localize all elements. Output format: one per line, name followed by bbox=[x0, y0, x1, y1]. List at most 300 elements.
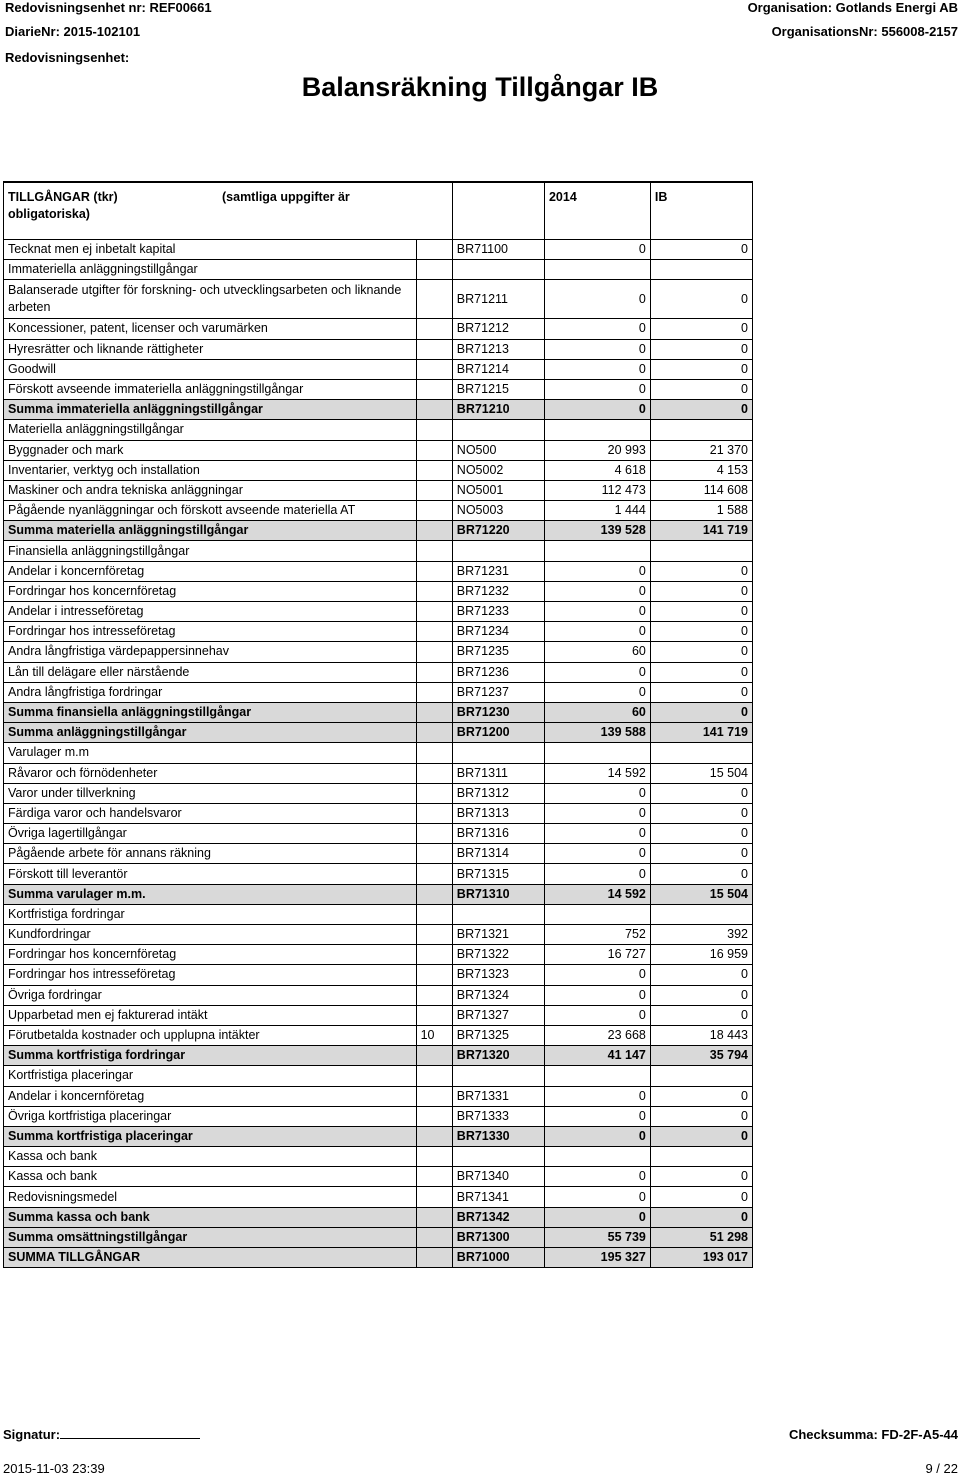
row-value-ib bbox=[650, 420, 752, 440]
table-row bbox=[4, 783, 753, 803]
row-value-ib: 0 bbox=[650, 280, 752, 319]
page-title bbox=[0, 72, 960, 103]
row-value-ib: 0 bbox=[650, 965, 752, 985]
table-row bbox=[4, 1167, 753, 1187]
row-label: SUMMA TILLGÅNGAR bbox=[4, 1248, 417, 1268]
row-value-ib: 0 bbox=[650, 803, 752, 823]
row-value-2014: 16 727 bbox=[544, 945, 650, 965]
row-value-2014: 0 bbox=[544, 581, 650, 601]
row-value-ib: 0 bbox=[650, 1005, 752, 1025]
row-label: Kassa och bank bbox=[4, 1167, 417, 1187]
row-code: BR71322 bbox=[452, 945, 544, 965]
row-label: Summa kortfristiga placeringar bbox=[4, 1126, 417, 1146]
row-value-2014 bbox=[544, 743, 650, 763]
row-value-ib: 0 bbox=[650, 682, 752, 702]
row-code: BR71315 bbox=[452, 864, 544, 884]
row-note bbox=[416, 985, 452, 1005]
checksum: Checksumma: FD-2F-A5-44 bbox=[788, 1427, 958, 1442]
table-row bbox=[4, 480, 753, 500]
row-label: Förskott till leverantör bbox=[4, 864, 417, 884]
row-label: Summa immateriella anläggningstillgångar bbox=[4, 400, 417, 420]
row-code: BR71237 bbox=[452, 682, 544, 702]
row-value-ib bbox=[650, 743, 752, 763]
row-note bbox=[416, 1147, 452, 1167]
row-code: BR71300 bbox=[452, 1227, 544, 1247]
row-label: Goodwill bbox=[4, 359, 417, 379]
row-value-2014: 139 528 bbox=[544, 521, 650, 541]
row-note bbox=[416, 763, 452, 783]
organisation-number: OrganisationsNr: 556008-2157 bbox=[771, 24, 958, 39]
row-note bbox=[416, 904, 452, 924]
row-label: Andelar i koncernföretag bbox=[4, 1086, 417, 1106]
row-note bbox=[416, 642, 452, 662]
row-note bbox=[416, 501, 452, 521]
balance-sheet-table bbox=[3, 181, 753, 1268]
table-sum-row bbox=[4, 400, 753, 420]
row-label: Summa varulager m.m. bbox=[4, 884, 417, 904]
row-label: Övriga lagertillgångar bbox=[4, 824, 417, 844]
row-label: Andelar i intresseföretag bbox=[4, 602, 417, 622]
row-label: Summa kassa och bank bbox=[4, 1207, 417, 1227]
row-label: Fordringar hos intresseföretag bbox=[4, 965, 417, 985]
table-row bbox=[4, 1086, 753, 1106]
row-note bbox=[416, 662, 452, 682]
row-label: Maskiner och andra tekniska anläggningar bbox=[4, 480, 417, 500]
row-note bbox=[416, 561, 452, 581]
row-label: Varulager m.m bbox=[4, 743, 417, 763]
row-code: BR71211 bbox=[452, 280, 544, 319]
row-note bbox=[416, 723, 452, 743]
row-note bbox=[416, 1126, 452, 1146]
row-label: Kundfordringar bbox=[4, 925, 417, 945]
row-code: BR71330 bbox=[452, 1126, 544, 1146]
row-value-2014: 20 993 bbox=[544, 440, 650, 460]
row-label: Varor under tillverkning bbox=[4, 783, 417, 803]
row-code bbox=[452, 1147, 544, 1167]
table-row bbox=[4, 319, 753, 339]
row-value-ib: 18 443 bbox=[650, 1025, 752, 1045]
row-note bbox=[416, 1227, 452, 1247]
row-code: BR71233 bbox=[452, 602, 544, 622]
header-label-cell bbox=[4, 182, 453, 240]
row-label: Färdiga varor och handelsvaror bbox=[4, 803, 417, 823]
row-label: Balanserade utgifter för forskning- och utvecklingsarbeten och liknande arbeten bbox=[4, 280, 417, 319]
table-row bbox=[4, 824, 753, 844]
report-unit-number: Redovisningsenhet nr: REF00661 bbox=[5, 0, 212, 15]
row-note bbox=[416, 803, 452, 823]
row-value-ib: 0 bbox=[650, 702, 752, 722]
row-note bbox=[416, 420, 452, 440]
row-code: BR71325 bbox=[452, 1025, 544, 1045]
row-value-2014: 0 bbox=[544, 602, 650, 622]
row-note bbox=[416, 280, 452, 319]
row-code: BR71333 bbox=[452, 1106, 544, 1126]
table-sum-row bbox=[4, 702, 753, 722]
signature-label: Signatur: bbox=[3, 1427, 61, 1442]
row-label: Förskott avseende immateriella anläggningstillgångar bbox=[4, 379, 417, 399]
table-row bbox=[4, 763, 753, 783]
table-row bbox=[4, 440, 753, 460]
row-note bbox=[416, 339, 452, 359]
row-value-2014: 14 592 bbox=[544, 884, 650, 904]
row-note bbox=[416, 702, 452, 722]
row-value-2014: 0 bbox=[544, 319, 650, 339]
row-label: Summa materiella anläggningstillgångar bbox=[4, 521, 417, 541]
row-value-2014: 0 bbox=[544, 339, 650, 359]
row-code: NO5001 bbox=[452, 480, 544, 500]
row-value-ib: 0 bbox=[650, 359, 752, 379]
row-value-2014: 0 bbox=[544, 844, 650, 864]
row-value-ib: 0 bbox=[650, 1106, 752, 1126]
row-note bbox=[416, 480, 452, 500]
row-value-2014 bbox=[544, 1066, 650, 1086]
signature-field bbox=[3, 1427, 200, 1442]
table-row bbox=[4, 460, 753, 480]
row-value-2014: 0 bbox=[544, 359, 650, 379]
row-value-2014: 0 bbox=[544, 824, 650, 844]
row-code: BR71342 bbox=[452, 1207, 544, 1227]
row-note bbox=[416, 319, 452, 339]
header-label bbox=[8, 189, 448, 223]
table-row bbox=[4, 240, 753, 260]
row-value-ib: 141 719 bbox=[650, 723, 752, 743]
table-row bbox=[4, 945, 753, 965]
row-value-2014: 195 327 bbox=[544, 1248, 650, 1268]
row-value-ib: 0 bbox=[650, 824, 752, 844]
row-note bbox=[416, 260, 452, 280]
report-unit-label: Redovisningsenhet: bbox=[5, 50, 130, 65]
row-code bbox=[452, 260, 544, 280]
row-note bbox=[416, 783, 452, 803]
row-value-2014: 0 bbox=[544, 662, 650, 682]
row-value-2014: 0 bbox=[544, 280, 650, 319]
table-sum-row bbox=[4, 884, 753, 904]
row-value-2014: 60 bbox=[544, 642, 650, 662]
row-value-ib: 0 bbox=[650, 400, 752, 420]
row-label: Pågående nyanläggningar och förskott avseende materiella AT bbox=[4, 501, 417, 521]
row-value-2014: 60 bbox=[544, 702, 650, 722]
row-note bbox=[416, 240, 452, 260]
row-note bbox=[416, 682, 452, 702]
page-number: 9 / 22 bbox=[925, 1461, 958, 1476]
table-sum-row bbox=[4, 1207, 753, 1227]
row-note bbox=[416, 460, 452, 480]
row-label: Kortfristiga fordringar bbox=[4, 904, 417, 924]
row-value-2014: 4 618 bbox=[544, 460, 650, 480]
row-value-ib bbox=[650, 1066, 752, 1086]
row-value-2014: 14 592 bbox=[544, 763, 650, 783]
row-value-ib: 0 bbox=[650, 240, 752, 260]
header-2014: 2014 bbox=[544, 182, 650, 240]
row-label: Hyresrätter och liknande rättigheter bbox=[4, 339, 417, 359]
row-code: BR71320 bbox=[452, 1046, 544, 1066]
header-assets-label: TILLGÅNGAR (tkr) bbox=[8, 190, 118, 204]
row-label: Upparbetad men ej fakturerad intäkt bbox=[4, 1005, 417, 1025]
row-value-ib: 0 bbox=[650, 783, 752, 803]
row-code: BR71340 bbox=[452, 1167, 544, 1187]
row-code: BR71210 bbox=[452, 400, 544, 420]
row-label: Tecknat men ej inbetalt kapital bbox=[4, 240, 417, 260]
row-value-2014: 0 bbox=[544, 622, 650, 642]
table-row bbox=[4, 965, 753, 985]
row-value-2014: 0 bbox=[544, 240, 650, 260]
row-note bbox=[416, 1248, 452, 1268]
table-row bbox=[4, 622, 753, 642]
row-value-2014: 1 444 bbox=[544, 501, 650, 521]
header-mandatory-label: (samtliga uppgifter är bbox=[222, 190, 350, 204]
table-row bbox=[4, 260, 753, 280]
organisation-name: Organisation: Gotlands Energi AB bbox=[747, 0, 958, 15]
row-value-ib: 0 bbox=[650, 864, 752, 884]
row-value-ib bbox=[650, 904, 752, 924]
table-row bbox=[4, 844, 753, 864]
row-note bbox=[416, 1046, 452, 1066]
row-note bbox=[416, 884, 452, 904]
row-value-2014: 112 473 bbox=[544, 480, 650, 500]
row-code: NO5002 bbox=[452, 460, 544, 480]
table-sum-row bbox=[4, 1248, 753, 1268]
table-row bbox=[4, 420, 753, 440]
row-value-2014 bbox=[544, 541, 650, 561]
row-label: Andelar i koncernföretag bbox=[4, 561, 417, 581]
row-value-ib: 0 bbox=[650, 339, 752, 359]
row-code: BR71234 bbox=[452, 622, 544, 642]
row-value-2014: 0 bbox=[544, 1167, 650, 1187]
row-code: NO5003 bbox=[452, 501, 544, 521]
row-code: BR71200 bbox=[452, 723, 544, 743]
row-value-2014: 0 bbox=[544, 1126, 650, 1146]
row-value-2014: 0 bbox=[544, 985, 650, 1005]
table-row bbox=[4, 904, 753, 924]
row-label: Kassa och bank bbox=[4, 1147, 417, 1167]
row-label: Kortfristiga placeringar bbox=[4, 1066, 417, 1086]
row-note bbox=[416, 1106, 452, 1126]
table-row bbox=[4, 1025, 753, 1045]
row-label: Byggnader och mark bbox=[4, 440, 417, 460]
row-value-ib: 21 370 bbox=[650, 440, 752, 460]
row-value-ib: 0 bbox=[650, 319, 752, 339]
diary-number: DiarieNr: 2015-102101 bbox=[5, 24, 141, 39]
row-value-ib: 0 bbox=[650, 1126, 752, 1146]
row-code bbox=[452, 1066, 544, 1086]
row-label: Koncessioner, patent, licenser och varumärken bbox=[4, 319, 417, 339]
row-value-ib: 15 504 bbox=[650, 763, 752, 783]
row-code: BR71236 bbox=[452, 662, 544, 682]
row-value-2014: 0 bbox=[544, 1086, 650, 1106]
row-note bbox=[416, 1167, 452, 1187]
row-value-ib: 0 bbox=[650, 622, 752, 642]
row-value-2014: 752 bbox=[544, 925, 650, 945]
row-value-ib: 193 017 bbox=[650, 1248, 752, 1268]
row-label: Redovisningsmedel bbox=[4, 1187, 417, 1207]
row-code: BR71214 bbox=[452, 359, 544, 379]
row-value-ib: 0 bbox=[650, 1167, 752, 1187]
row-label: Summa kortfristiga fordringar bbox=[4, 1046, 417, 1066]
row-value-ib: 0 bbox=[650, 561, 752, 581]
row-label: Pågående arbete för annans räkning bbox=[4, 844, 417, 864]
row-code: BR71220 bbox=[452, 521, 544, 541]
table-row bbox=[4, 1187, 753, 1207]
row-note bbox=[416, 965, 452, 985]
row-label: Immateriella anläggningstillgångar bbox=[4, 260, 417, 280]
table-row bbox=[4, 339, 753, 359]
row-code: BR71331 bbox=[452, 1086, 544, 1106]
row-value-ib: 0 bbox=[650, 985, 752, 1005]
table-sum-row bbox=[4, 723, 753, 743]
row-label: Råvaror och förnödenheter bbox=[4, 763, 417, 783]
row-value-ib: 114 608 bbox=[650, 480, 752, 500]
row-code: BR71321 bbox=[452, 925, 544, 945]
table-row bbox=[4, 1005, 753, 1025]
row-value-ib: 15 504 bbox=[650, 884, 752, 904]
row-code bbox=[452, 904, 544, 924]
row-code: BR71316 bbox=[452, 824, 544, 844]
row-value-2014: 0 bbox=[544, 379, 650, 399]
table-row bbox=[4, 379, 753, 399]
row-value-2014: 139 588 bbox=[544, 723, 650, 743]
row-value-ib: 4 153 bbox=[650, 460, 752, 480]
table-row bbox=[4, 1066, 753, 1086]
row-value-2014: 0 bbox=[544, 1106, 650, 1126]
row-value-2014 bbox=[544, 420, 650, 440]
row-value-ib bbox=[650, 260, 752, 280]
row-code: BR71232 bbox=[452, 581, 544, 601]
row-value-ib: 0 bbox=[650, 581, 752, 601]
row-value-ib: 0 bbox=[650, 642, 752, 662]
row-note bbox=[416, 602, 452, 622]
row-value-2014: 0 bbox=[544, 1207, 650, 1227]
row-value-ib: 51 298 bbox=[650, 1227, 752, 1247]
row-value-ib: 0 bbox=[650, 662, 752, 682]
row-code: BR71230 bbox=[452, 702, 544, 722]
table-row bbox=[4, 985, 753, 1005]
table-row bbox=[4, 541, 753, 561]
row-note: 10 bbox=[416, 1025, 452, 1045]
table-row bbox=[4, 662, 753, 682]
row-label: Summa anläggningstillgångar bbox=[4, 723, 417, 743]
row-note bbox=[416, 1207, 452, 1227]
row-note bbox=[416, 622, 452, 642]
table-row bbox=[4, 602, 753, 622]
row-label: Fordringar hos koncernföretag bbox=[4, 581, 417, 601]
row-label: Fordringar hos koncernföretag bbox=[4, 945, 417, 965]
row-code: BR71312 bbox=[452, 783, 544, 803]
row-value-ib: 0 bbox=[650, 1187, 752, 1207]
row-label: Summa omsättningstillgångar bbox=[4, 1227, 417, 1247]
row-label: Fordringar hos intresseföretag bbox=[4, 622, 417, 642]
table-row bbox=[4, 359, 753, 379]
row-label: Förutbetalda kostnader och upplupna intäkter bbox=[4, 1025, 417, 1045]
row-code bbox=[452, 420, 544, 440]
row-value-ib: 0 bbox=[650, 844, 752, 864]
row-value-2014 bbox=[544, 1147, 650, 1167]
row-value-ib: 35 794 bbox=[650, 1046, 752, 1066]
row-value-2014: 0 bbox=[544, 682, 650, 702]
row-value-2014: 41 147 bbox=[544, 1046, 650, 1066]
row-note bbox=[416, 1005, 452, 1025]
row-code: NO500 bbox=[452, 440, 544, 460]
table-header-row bbox=[4, 182, 753, 240]
row-value-ib: 392 bbox=[650, 925, 752, 945]
row-value-2014: 0 bbox=[544, 561, 650, 581]
row-value-ib: 0 bbox=[650, 602, 752, 622]
row-label: Övriga fordringar bbox=[4, 985, 417, 1005]
row-note bbox=[416, 581, 452, 601]
row-code: BR71310 bbox=[452, 884, 544, 904]
table-sum-row bbox=[4, 1227, 753, 1247]
table-row bbox=[4, 561, 753, 581]
table-row bbox=[4, 280, 753, 319]
header-code-cell bbox=[452, 182, 544, 240]
row-code: BR71215 bbox=[452, 379, 544, 399]
row-note bbox=[416, 400, 452, 420]
row-value-2014: 23 668 bbox=[544, 1025, 650, 1045]
table-row bbox=[4, 682, 753, 702]
table-row bbox=[4, 925, 753, 945]
row-note bbox=[416, 925, 452, 945]
row-note bbox=[416, 541, 452, 561]
row-value-ib: 141 719 bbox=[650, 521, 752, 541]
header-ib: IB bbox=[650, 182, 752, 240]
row-value-ib: 0 bbox=[650, 1207, 752, 1227]
row-note bbox=[416, 379, 452, 399]
row-value-2014: 0 bbox=[544, 864, 650, 884]
table-row bbox=[4, 803, 753, 823]
row-code: BR71212 bbox=[452, 319, 544, 339]
table-row bbox=[4, 1106, 753, 1126]
row-note bbox=[416, 521, 452, 541]
row-value-2014: 0 bbox=[544, 1187, 650, 1207]
row-value-ib: 0 bbox=[650, 379, 752, 399]
table-row bbox=[4, 642, 753, 662]
page-title-text: Balansräkning Tillgångar IB bbox=[301, 72, 659, 102]
row-value-ib: 16 959 bbox=[650, 945, 752, 965]
row-note bbox=[416, 945, 452, 965]
header-mandatory-label-cont: obligatoriska) bbox=[8, 207, 90, 221]
row-code: BR71314 bbox=[452, 844, 544, 864]
row-code: BR71341 bbox=[452, 1187, 544, 1207]
table-row bbox=[4, 864, 753, 884]
row-value-2014 bbox=[544, 904, 650, 924]
row-value-ib: 0 bbox=[650, 1086, 752, 1106]
table-sum-row bbox=[4, 1126, 753, 1146]
table-row bbox=[4, 501, 753, 521]
row-code: BR71100 bbox=[452, 240, 544, 260]
row-code bbox=[452, 743, 544, 763]
row-code: BR71313 bbox=[452, 803, 544, 823]
row-label: Andra långfristiga fordringar bbox=[4, 682, 417, 702]
row-value-2014 bbox=[544, 260, 650, 280]
row-label: Inventarier, verktyg och installation bbox=[4, 460, 417, 480]
row-value-2014: 0 bbox=[544, 803, 650, 823]
row-note bbox=[416, 1066, 452, 1086]
row-code: BR71000 bbox=[452, 1248, 544, 1268]
row-value-2014: 0 bbox=[544, 965, 650, 985]
row-value-2014: 0 bbox=[544, 783, 650, 803]
row-code: BR71324 bbox=[452, 985, 544, 1005]
row-note bbox=[416, 440, 452, 460]
row-code: BR71327 bbox=[452, 1005, 544, 1025]
row-label: Övriga kortfristiga placeringar bbox=[4, 1106, 417, 1126]
row-note bbox=[416, 1187, 452, 1207]
row-value-ib: 1 588 bbox=[650, 501, 752, 521]
row-note bbox=[416, 743, 452, 763]
row-note bbox=[416, 844, 452, 864]
table-sum-row bbox=[4, 1046, 753, 1066]
table-row bbox=[4, 743, 753, 763]
row-code: BR71323 bbox=[452, 965, 544, 985]
row-code: BR71311 bbox=[452, 763, 544, 783]
